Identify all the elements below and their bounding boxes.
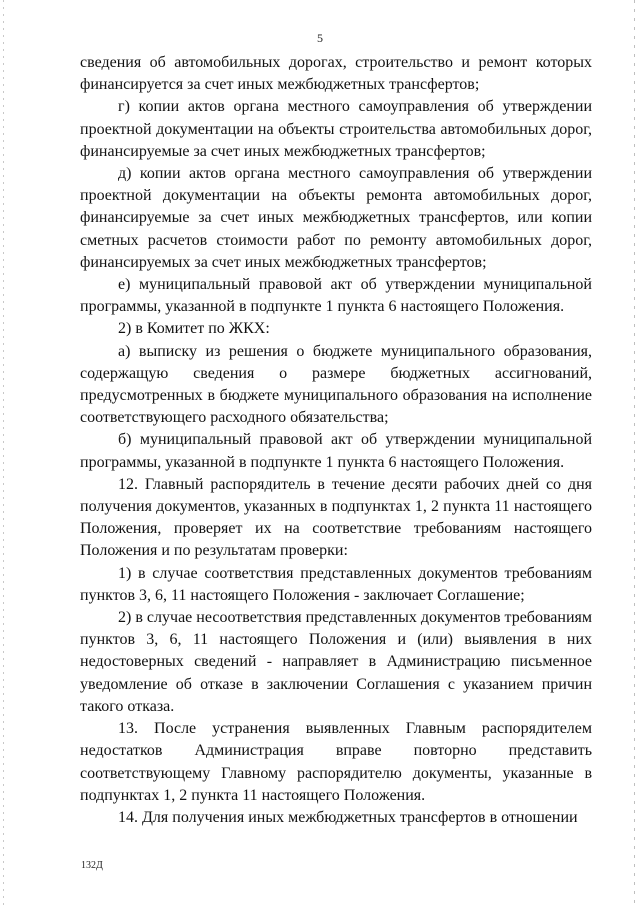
paragraph: 12. Главный распорядитель в течение десяти рабочих дней со дня получения документов, указанных в подпунктах 1, 2 пункта 11 настоящего Положения, проверяет их на соответствие требованиям настоящего Положения и по результатам проверки: xyxy=(80,475,592,560)
page-number: 5 xyxy=(317,31,323,45)
paragraph: 1) в случае соответствия представленных документов требованиям пунктов 3, 6, 11 настоящего Положения - заключает Соглашение; xyxy=(80,564,592,604)
scan-edge-right xyxy=(634,0,635,905)
paragraph: 2) в случае несоответствия представленных документов требованиям пунктов 3, 6, 11 настоящего Положения и (или) выявления в них недостоверных сведений - направляет в Администрацию письменное уведомление об отказе в заключении Соглашения с указанием причин такого отказа. xyxy=(80,609,592,715)
paragraph: е) муниципальный правовой акт об утверждении муниципальной программы, указанной в подпункте 1 пункта 6 настоящего Положения. xyxy=(80,276,592,316)
footer-code: 132Д xyxy=(81,860,103,871)
paragraph: д) копии актов органа местного самоуправления об утверждении проектной документации на объекты ремонта автомобильных дорог, финансируемые за счет иных межбюджетных трансфертов, или копии сметных расчетов стоимости работ по ремонту автомобильных дорог, финансируемых за счет иных межбюджетных трансфертов; xyxy=(80,165,592,271)
paragraph: г) копии актов органа местного самоуправления об утверждении проектной документации на объекты строительства автомобильных дорог, финансируемые за счет иных межбюджетных трансфертов; xyxy=(80,98,592,160)
scan-edge-left xyxy=(3,0,4,905)
paragraph: а) выписку из решения о бюджете муниципального образования, содержащую сведения о размере бюджетных ассигнований, предусмотренных в бюджете муниципального образования на исполнение соответствующего расходного обязательства; xyxy=(80,342,592,427)
paragraph: 14. Для получения иных межбюджетных трансфертов в отношении xyxy=(118,808,578,826)
paragraph: сведения об автомобильных дорогах, строительство и ремонт которых финансируется за счет иных межбюджетных трансфертов; xyxy=(80,54,592,94)
paragraph: 2) в Комитет по ЖКХ: xyxy=(118,320,270,338)
paragraph: 13. После устранения выявленных Главным распорядителем недостатков Администрация вправе повторно представить соответствующему Главному распорядителю документы, указанные в подпунктах 1, 2 пункта 11 настоящего Положения. xyxy=(80,720,592,804)
document-body xyxy=(80,52,592,829)
paragraph: б) муниципальный правовой акт об утверждении муниципальной программы, указанной в подпункте 1 пункта 6 настоящего Положения. xyxy=(80,431,592,471)
